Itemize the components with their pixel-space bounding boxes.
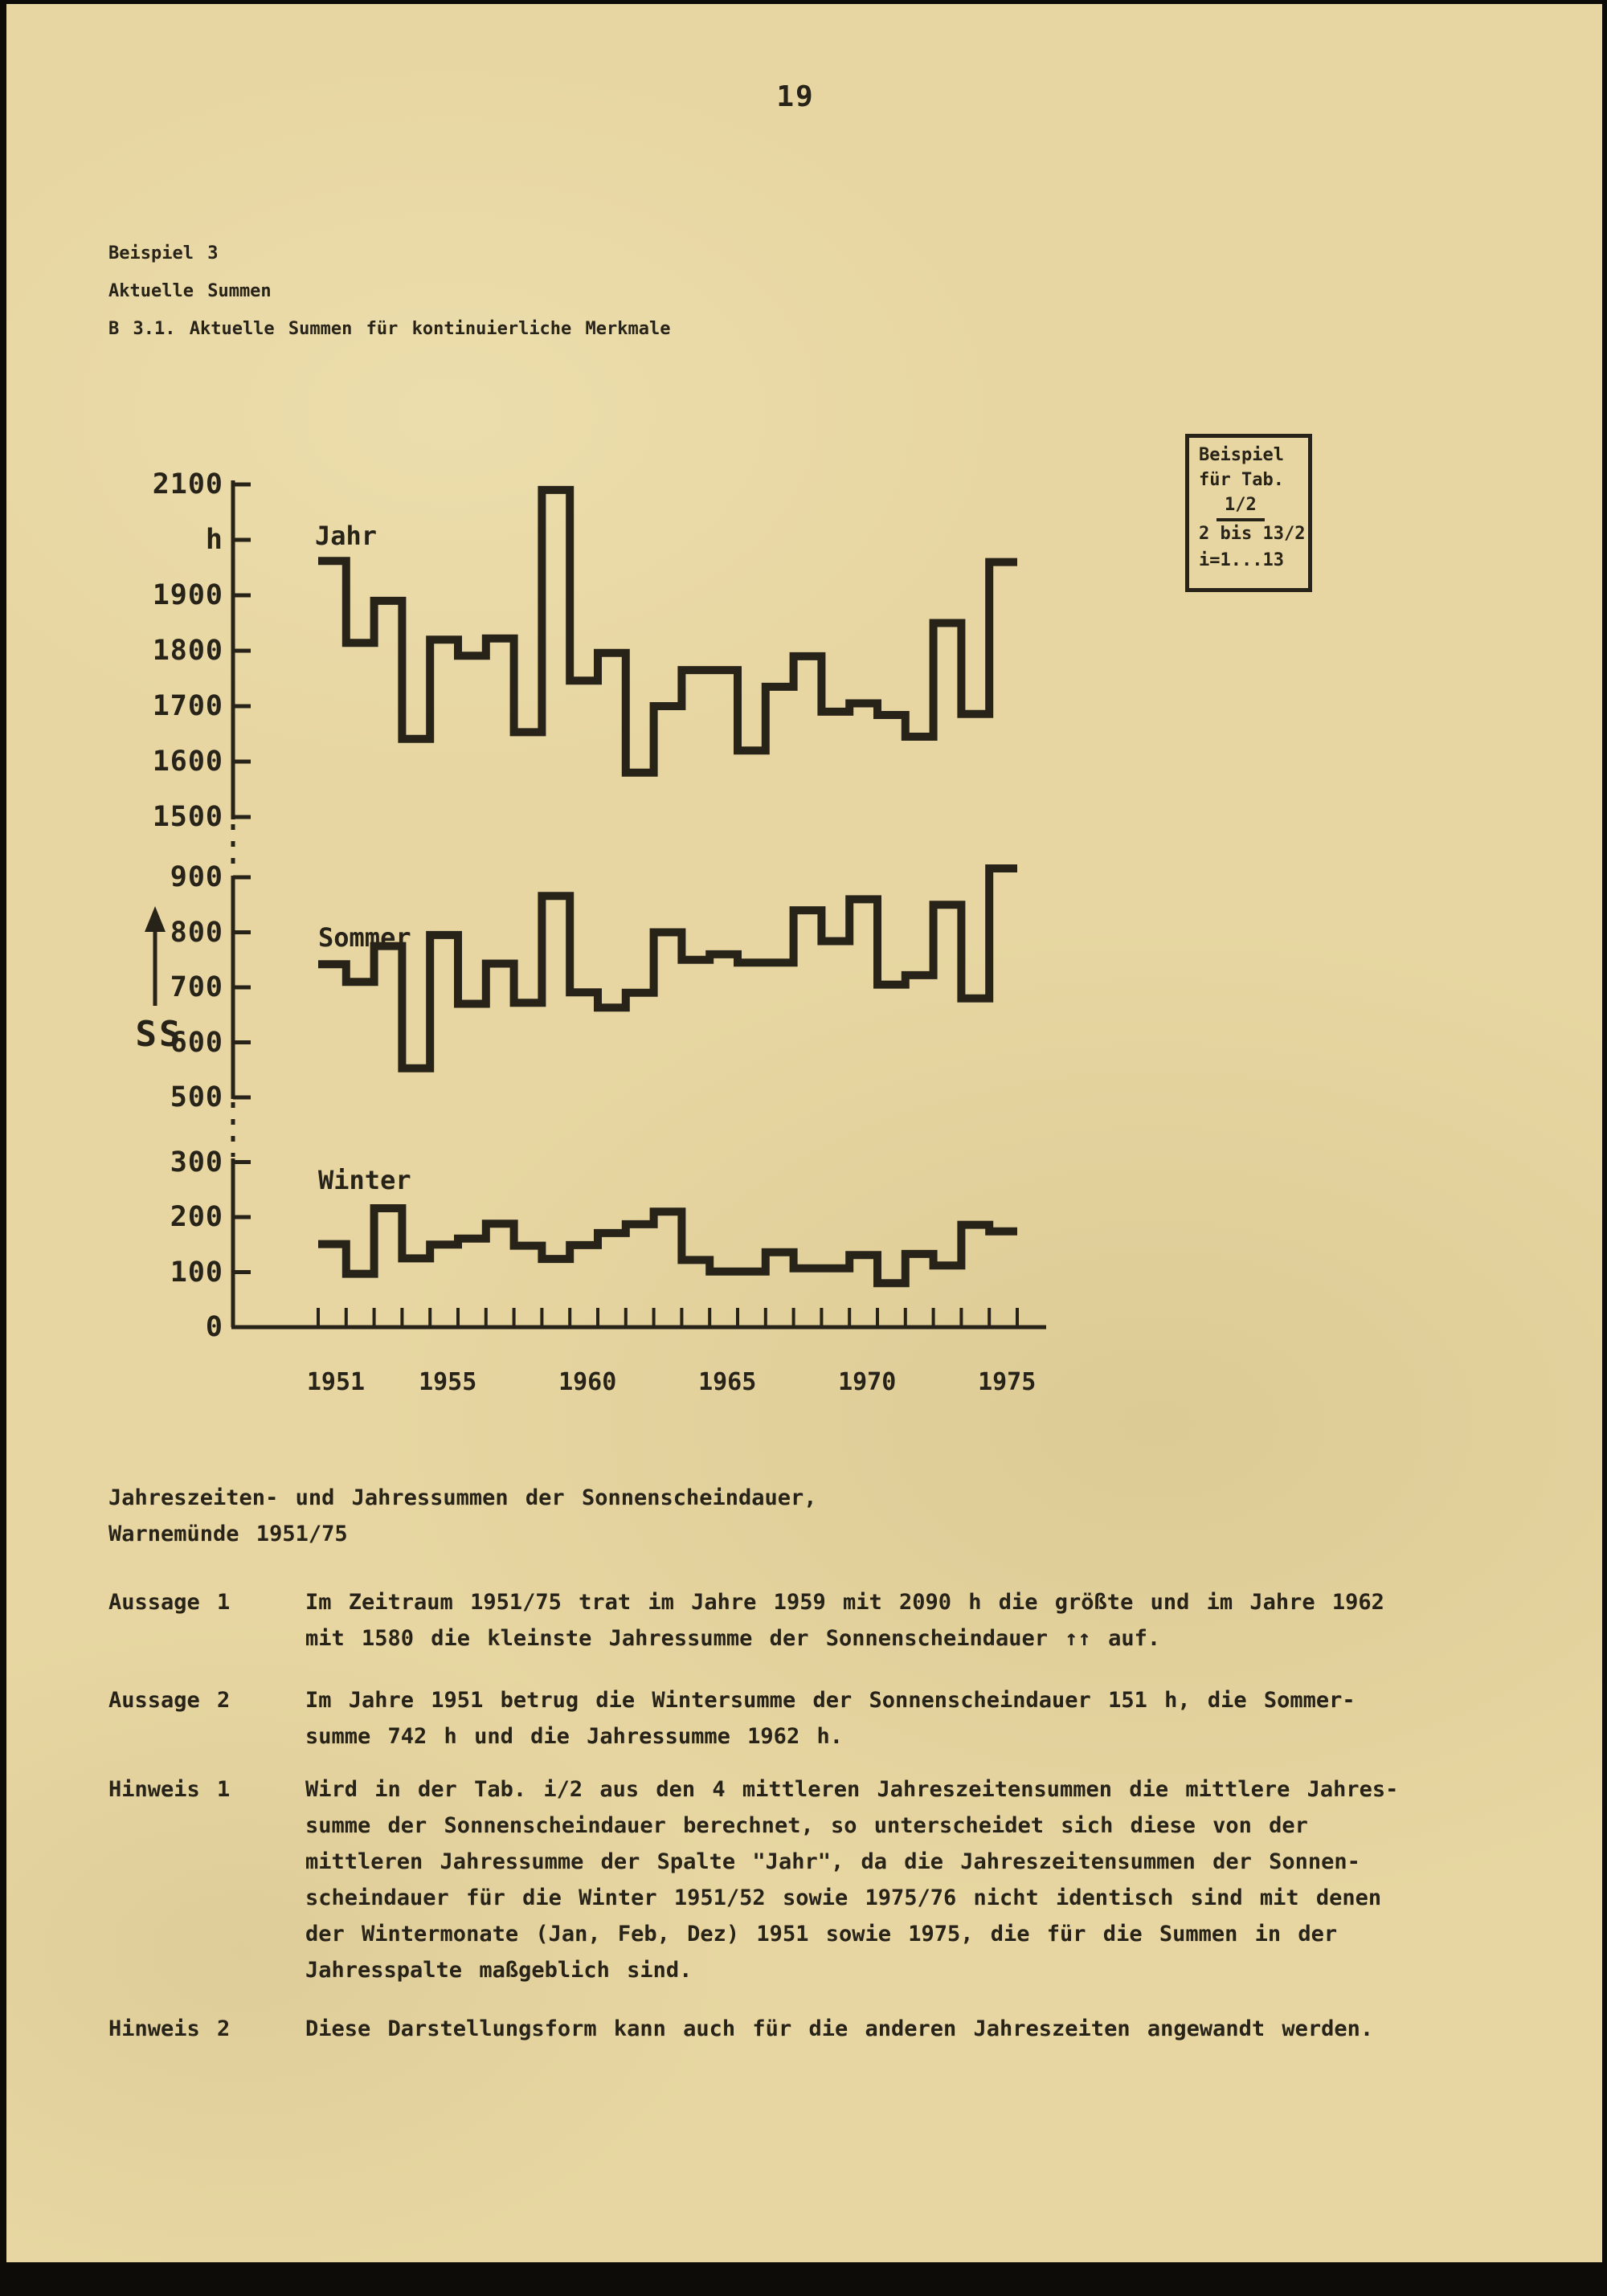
y-tick-label-1800: 1800 [152,635,223,667]
y-tick-label-900: 900 [170,861,223,893]
y-tick-label-0: 0 [205,1311,223,1343]
note-text-line: mittleren Jahressumme der Spalte "Jahr", da die Jahreszeitensummen der Sonnen- [305,1849,1360,1874]
note-text-line: summe der Sonnenscheindauer berechnet, so unterscheidet sich diese von der [305,1813,1308,1838]
header-line-3: B 3.1. Aktuelle Summen für kontinuierliche Merkmale [108,319,671,339]
caption-line-2: Warnemünde 1951/75 [108,1522,348,1546]
x-tick-label-1960: 1960 [558,1368,617,1396]
note-text-line: mit 1580 die kleinste Jahressumme der Sonnenscheindauer ↑↑ auf. [305,1626,1161,1651]
x-tick-label-1975: 1975 [978,1368,1037,1396]
note-text-line: Im Jahre 1951 betrug die Wintersumme der Sonnenscheindauer 151 h, die Sommer- [305,1688,1356,1713]
note-text-line: Jahresspalte maßgeblich sind. [305,1958,693,1983]
note-text-line: summe 742 h und die Jahressumme 1962 h. [305,1724,843,1749]
x-tick-label-1951: 1951 [306,1368,366,1396]
y-tick-label-1900: 1900 [152,579,223,611]
example-box-line-1: Beispiel [1199,445,1284,465]
y-tick-label-700: 700 [170,971,223,1003]
y-tick-label-500: 500 [170,1081,223,1113]
note-label: Aussage 2 [108,1688,231,1713]
header-line-2: Aktuelle Summen [108,281,272,301]
y-tick-label-200: 200 [170,1201,223,1233]
example-box [1185,434,1312,592]
series-label-sommer: Sommer [318,922,411,953]
y-tick-label-1500: 1500 [152,801,223,833]
y-tick-label-1700: 1700 [152,690,223,722]
note-text-line: der Wintermonate (Jan, Feb, Dez) 1951 sowie 1975, die für die Summen in der [305,1922,1338,1947]
y-tick-label-2100: 2100 [152,468,223,500]
y-tick-label-800: 800 [170,916,223,949]
note-label: Aussage 1 [108,1590,231,1615]
y-tick-label-600: 600 [170,1026,223,1059]
example-box-fraction [1199,492,1308,521]
note-text [305,2011,1373,2047]
note-text [305,1682,1356,1755]
note-label: Hinweis 1 [108,1777,231,1802]
example-box-fraction-top: 1/2 [1216,492,1265,521]
example-box-line-2: für Tab. [1199,470,1284,490]
note-text [305,1771,1398,1988]
note-text-line: Wird in der Tab. i/2 aus den 4 mittleren Jahreszeitensummen die mittlere Jahres- [305,1777,1399,1802]
y-tick-label-h: h [205,524,223,556]
series-winter-line [318,1208,1017,1283]
caption-line-1: Jahreszeiten- und Jahressummen der Sonnenscheindauer, [108,1485,817,1510]
page-number: 19 [776,80,815,113]
x-tick-label-1970: 1970 [838,1368,897,1396]
y-tick-label-100: 100 [170,1256,223,1289]
y-tick-label-1600: 1600 [152,746,223,778]
x-tick-label-1965: 1965 [698,1368,757,1396]
example-box-line-5: i=1...13 [1199,550,1284,570]
y-axis-title: SS [135,1014,183,1055]
example-box-fraction-bottom: 2 bis 13/2 [1199,524,1306,544]
figure-caption [108,1480,817,1552]
series-label-jahr: Jahr [315,521,378,551]
header-line-1: Beispiel 3 [108,243,219,264]
note-label: Hinweis 2 [108,2016,231,2041]
series-jahr-line [318,490,1017,773]
x-tick-label-1955: 1955 [419,1368,477,1396]
note-text [305,1584,1384,1657]
note-text-line: scheindauer für die Winter 1951/52 sowie 1975/76 nicht identisch sind mit denen [305,1885,1382,1910]
note-text-line: Diese Darstellungsform kann auch für die anderen Jahreszeiten angewandt werden. [305,2016,1374,2041]
note-text-line: Im Zeitraum 1951/75 trat im Jahre 1959 mit 2090 h die größte und im Jahre 1962 [305,1590,1384,1615]
series-label-winter: Winter [318,1165,411,1195]
series-sommer-line [318,868,1017,1068]
y-tick-label-300: 300 [170,1146,223,1179]
